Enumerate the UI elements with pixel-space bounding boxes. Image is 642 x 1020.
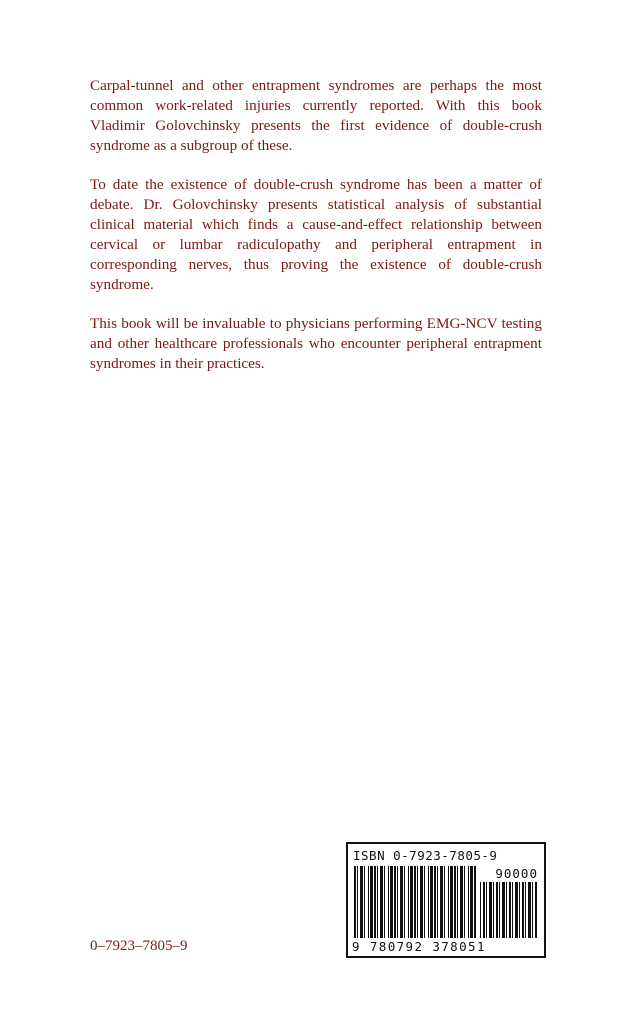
- addon-barcode-bars: [480, 882, 538, 938]
- isbn-barcode: [346, 842, 546, 958]
- back-cover-blurb: [90, 76, 542, 393]
- ean-barcode-bars: [354, 866, 476, 938]
- blurb-paragraph-1: Carpal-tunnel and other entrapment syndromes are perhaps the most common work-related injuries currently reported. With this book Vladimir Golovchinsky presents the first evidence of double-crush syndrome as a subgroup of these.: [90, 77, 542, 154]
- blurb-paragraph-2: To date the existence of double-crush syndrome has been a matter of debate. Dr. Golovchinsky presents statistical analysis of substantial clinical material which finds a cause-and-effect relationship between cervical or lumbar radiculopathy and peripheral entrapment in corresponding nerves, thus proving the existence of double-crush syndrome.: [90, 176, 542, 293]
- isbn-number: 0–7923–7805–9: [90, 938, 188, 954]
- blurb-paragraph-3: This book will be invaluable to physicians performing EMG-NCV testing and other healthcare professionals who encounter peripheral entrapment syndromes in their practices.: [90, 315, 542, 372]
- barcode-addon-number: 90000: [495, 866, 538, 881]
- barcode-ean-digits: 9 780792 378051: [352, 939, 486, 954]
- barcode-isbn-label: ISBN 0-7923-7805-9: [353, 848, 498, 863]
